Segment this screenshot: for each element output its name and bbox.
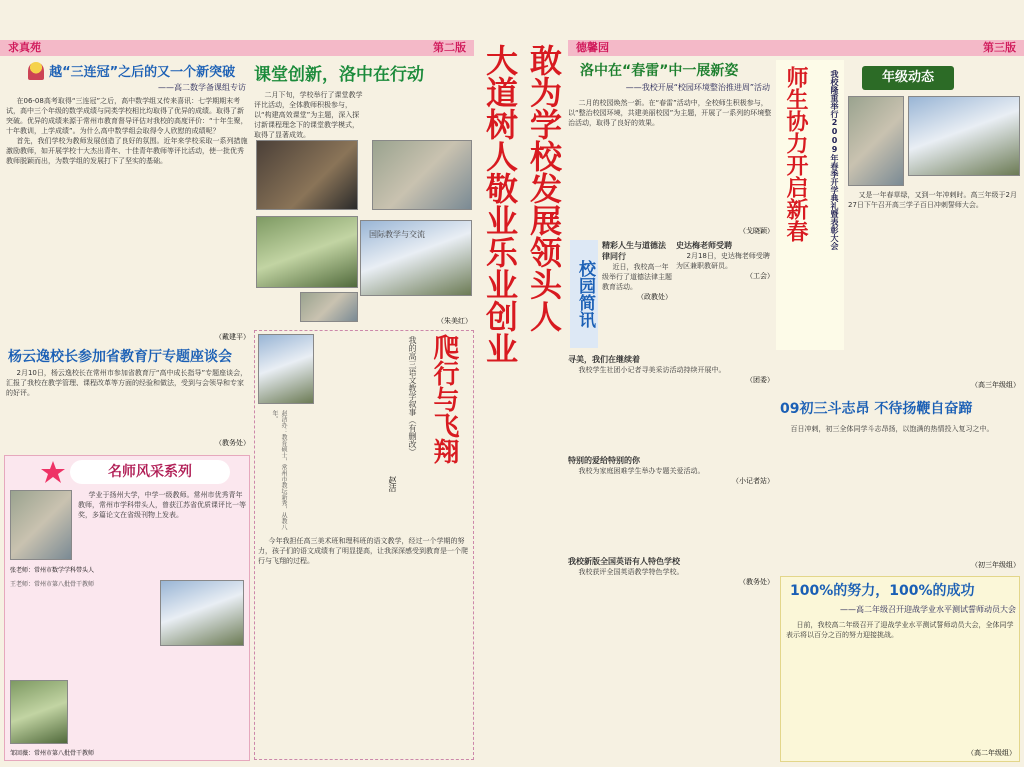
vertical-banner-heading: 我校隆重举行2009年春季开学典礼暨表彰大会	[830, 70, 839, 250]
classroom-photo-5	[300, 292, 358, 322]
right-article3-title: 09初三斗志昂 不待扬鞭自奋蹄	[780, 401, 973, 417]
right-article3-body: 百日冲刺，初三全体同学斗志昂扬，以饱满的热情投入复习之中。	[790, 425, 994, 433]
news-item-body: 2月18日，史达梅老师受聘为区兼职教研员。	[676, 252, 770, 270]
right-header-band	[568, 40, 1024, 56]
article1-title: 越“三连冠”之后的又一个新突破	[49, 65, 236, 80]
article4-heading	[254, 60, 474, 88]
teacher-photo-1	[10, 490, 72, 560]
article3-body-wrap	[78, 490, 246, 570]
right-article2-title: 年级动态	[862, 66, 954, 90]
news-item-title: 史达梅老师受聘	[676, 241, 732, 250]
teacher-photo-3	[10, 680, 68, 744]
photo-caption: 国际教学与交流	[369, 230, 425, 239]
news-item-title: 寻美，我们在继续着	[568, 355, 640, 364]
article5-title: 爬行与飞翔	[429, 334, 459, 464]
classroom-photo-4	[360, 220, 472, 296]
left-page-number: 第二版	[433, 41, 466, 54]
article4-author: （朱美红）	[437, 317, 472, 325]
classroom-photo-2	[372, 140, 472, 210]
right-article2-body-wrap	[848, 190, 1020, 350]
article2-body-wrap	[6, 368, 250, 448]
article5-body: 今年我担任高三美术班和理科班的语文教学，经过一个学期的努力，孩子们的语文成绩有了明显提高，让我深深感受到教育是一个爬行与飞翔的过程。	[258, 537, 468, 565]
article1-paragraph: 首先，我们学校为教师发展创造了良好的氛围。近年来学校采取一系列措施激励教师，如开展学校十大杰出青年、十佳青年教师等评比活动，使一批优秀教师脱颖而出，为数学组的发展打下了坚实的基础。	[6, 137, 248, 165]
news-item-author: （工会）	[746, 272, 774, 280]
masthead-line-2: 敢为学校发展领头人	[525, 44, 563, 332]
news-item-author: （团委）	[746, 376, 774, 384]
teacher-photo-2	[160, 580, 244, 646]
right-article1-subtitle: ——我校开展“校园环境整治推进周”活动	[625, 83, 770, 92]
news-item-author: （政教处）	[637, 293, 672, 301]
right-article3-body-wrap	[780, 424, 1020, 564]
article2-author: （教务处）	[215, 439, 250, 447]
classroom-photo-1	[256, 140, 358, 210]
article5-intro: 赵洁办：教育硕士，常州市教坛新秀，从教八年。	[271, 410, 287, 530]
campus-news-col3	[676, 240, 774, 348]
masthead-line-1: 大道树人敬业乐业创业	[481, 44, 519, 364]
classroom-photo-3	[256, 216, 358, 288]
news-item-body: 近日，我校高一年级举行了道德法律主题教育活动。	[602, 263, 672, 291]
right-article4-body: 日前，我校高二年级召开了迎战学业水平测试誓师动员大会，全体同学表示将以百分之百的努力迎接挑战。	[786, 621, 1014, 639]
news-item-body: 我校学生社团小记者寻美采访活动持续开展中。	[578, 366, 726, 374]
right-page-number: 第三版	[983, 41, 1016, 54]
article1-paragraph: 在06-08高考取得“三连冠”之后，高中数学组又传来喜讯：七学期期末考试，高中三个年级的数学成绩与同类学校相比均取得了优异的成绩。取得了新突破。优异的成绩来源于常州市教育督导评估对我校的高度评价：“十年生聚，十年教训，上学成绩”。为什么高中数学组会取得令人欣慰的成绩呢？	[6, 97, 248, 135]
right-article2-author: （高三年级组）	[971, 381, 1020, 389]
article5-subtitle: 我的高三语文教学叙事（有删改）	[408, 336, 417, 456]
campus-news-title: 校园简讯	[570, 240, 598, 348]
news-item-title: 特别的爱给特别的你	[568, 456, 640, 465]
right-article2-body: 又是一年春草绿，又到一年冲刺时。高三年级于2月27日下午召开高三学子百日冲刺誓师大会。	[848, 191, 1017, 209]
news-item-author: （小记者站）	[732, 477, 774, 485]
assembly-photo-2	[908, 96, 1020, 176]
news-item-body: 我校获评全国英语教学特色学校。	[578, 568, 684, 576]
left-section-name: 求真苑	[8, 41, 41, 54]
right-article3-author: （初三年级组）	[971, 561, 1020, 569]
article1-body	[6, 96, 250, 336]
teacher-caption-2: 王老师：常州市第八批骨干教师	[10, 581, 95, 588]
right-article1-body: 二月的校园焕然一新。在“春雷”活动中，全校师生积极参与，以“整治校园环境，共建美丽校园”为主题，开展了一系列的环境整治活动，取得了良好的效果。	[568, 99, 772, 127]
star-icon	[40, 460, 66, 484]
news-item-title: 我校新版全国英语有人特色学校	[568, 557, 680, 566]
article1-author: （戴建平）	[215, 333, 250, 341]
right-article1-author: （戈晓颖）	[739, 227, 774, 235]
teacher-caption-3: 邹回薇：常州市第八批骨干教师	[10, 750, 95, 757]
right-article4-subtitle: ——高二年级召开迎战学业水平测试誓师动员大会	[840, 605, 1016, 614]
right-article4-title: 100%的努力，100%的成功	[790, 583, 975, 599]
article2-body: 2月10日，杨云逸校长在常州市参加省教育厅“高中成长指导”专题座谈会，汇报了我校在教学管理、课程改革等方面的经验和做法，受到与会领导和专家的好评。	[6, 369, 248, 397]
article2-title: 杨云逸校长参加省教育厅专题座谈会	[8, 349, 232, 365]
article5-author: 赵洁	[388, 476, 397, 492]
author-photo	[258, 334, 314, 404]
article3-title: 名师风采系列	[70, 460, 230, 484]
right-section-name: 德馨园	[576, 41, 609, 54]
right-article1-body-wrap	[568, 98, 774, 228]
right-article1-title: 洛中在“春雷”中一展新姿	[580, 63, 739, 79]
article5-body-wrap	[258, 536, 470, 756]
left-header-band	[0, 40, 474, 56]
lamp-icon	[28, 62, 44, 80]
vertical-banner-text: 师生协力开启新春	[783, 66, 808, 242]
teacher-caption-1: 张老师：常州市数学学科带头人	[10, 567, 95, 574]
article3-body: 学业于扬州大学，中学一级教师。常州市优秀青年教师，常州市学科带头人，曾获江苏省优质课评比一等奖，多篇论文在省级刊物上发表。	[78, 491, 246, 519]
news-item-body: 我校为家庭困难学生举办专题关爱活动。	[578, 467, 705, 475]
article4-title: 课堂创新，洛中在行动	[254, 65, 424, 85]
news-item-author: （教务处）	[739, 578, 774, 586]
article1-subtitle: ——高二数学备课组专访	[158, 83, 246, 92]
article1-heading	[28, 60, 258, 82]
assembly-photo-1	[848, 96, 904, 186]
right-article4-body-wrap	[786, 620, 1016, 748]
campus-news-col2	[568, 350, 774, 760]
right-article4-author: （高二年级组）	[967, 749, 1016, 757]
article4-body: 二月下旬，学校举行了课堂教学评比活动，全体教师积极参与，以“构建高效课堂”为主题，深入探讨新课程理念下的课堂教学模式，取得了显著成效。	[254, 91, 363, 139]
news-item-title: 精彩人生与道德法律同行	[602, 241, 666, 261]
